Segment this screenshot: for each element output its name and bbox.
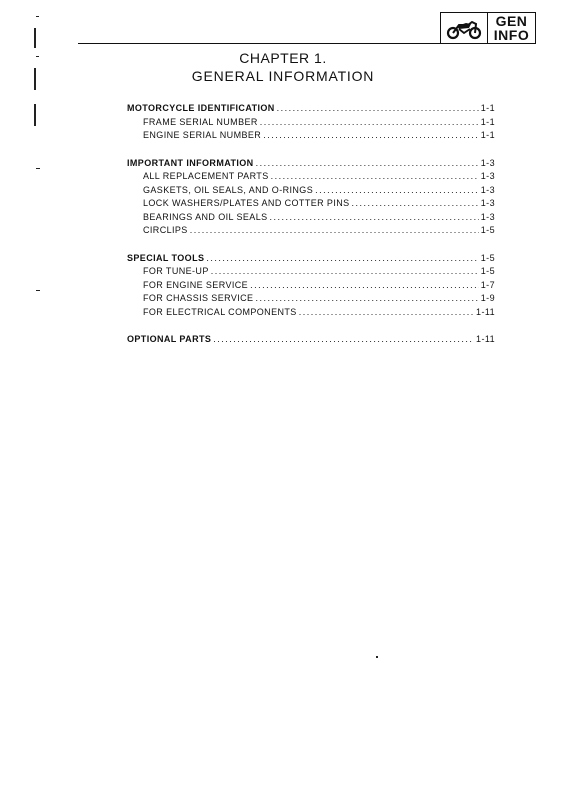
- chapter-title: CHAPTER 1.: [239, 50, 327, 66]
- toc-heading: [127, 158, 495, 172]
- toc-page: 1-1: [480, 116, 495, 127]
- toc-label: ENGINE SERIAL NUMBER: [143, 130, 262, 140]
- section-badge: [440, 12, 536, 44]
- badge-line-2: INFO: [493, 27, 530, 43]
- chapter-subtitle: GENERAL INFORMATION: [191, 68, 375, 84]
- toc-leader: [190, 225, 479, 235]
- toc-leader: [255, 293, 478, 303]
- toc-label: IMPORTANT INFORMATION: [127, 157, 254, 168]
- toc-page: 1-3: [480, 198, 495, 208]
- toc-label: GASKETS, OIL SEALS, AND O-RINGS: [143, 184, 314, 195]
- scan-mark: [34, 104, 36, 126]
- toc-item: [127, 130, 495, 144]
- toc-label: LOCK WASHERS/PLATES AND COTTER PINS: [143, 198, 350, 208]
- toc-page: 1-1: [480, 103, 495, 113]
- toc-page: 1-3: [480, 211, 495, 222]
- toc-page: 1-5: [480, 266, 495, 276]
- motorcycle-icon: [441, 13, 488, 43]
- toc-section: [127, 158, 495, 239]
- toc-label: SPECIAL TOOLS: [127, 252, 205, 263]
- toc-heading: [127, 103, 495, 117]
- toc-label: FOR TUNE-UP: [143, 266, 209, 276]
- toc-item: [127, 293, 495, 307]
- toc-leader: [206, 253, 478, 263]
- toc-page: 1-7: [480, 279, 495, 290]
- table-of-contents: [127, 103, 495, 362]
- toc-label: ALL REPLACEMENT PARTS: [143, 171, 269, 181]
- toc-page: 1-3: [480, 157, 495, 168]
- toc-leader: [277, 103, 479, 113]
- toc-leader: [213, 334, 474, 344]
- toc-item: [127, 198, 495, 212]
- toc-leader: [260, 117, 479, 127]
- scan-mark: [36, 168, 40, 169]
- toc-item: [127, 212, 495, 226]
- toc-leader: [271, 171, 479, 181]
- toc-leader: [256, 158, 479, 168]
- toc-item: [127, 185, 495, 199]
- toc-item: [127, 117, 495, 131]
- toc-section: [127, 334, 495, 348]
- toc-leader: [315, 185, 479, 195]
- toc-page: 1-3: [480, 184, 495, 195]
- toc-page: 1-9: [480, 293, 495, 303]
- toc-label: MOTORCYCLE IDENTIFICATION: [127, 103, 275, 113]
- toc-item: [127, 266, 495, 280]
- scan-mark: [376, 656, 378, 658]
- toc-label: FOR CHASSIS SERVICE: [143, 293, 254, 303]
- toc-page: 1-11: [476, 306, 495, 317]
- toc-page: 1-3: [480, 171, 495, 181]
- toc-leader: [352, 198, 479, 208]
- toc-leader: [250, 280, 479, 290]
- toc-leader: [270, 212, 479, 222]
- toc-item: [127, 225, 495, 239]
- toc-label: BEARINGS AND OIL SEALS: [143, 211, 268, 222]
- toc-heading: [127, 253, 495, 267]
- toc-leader: [299, 307, 474, 317]
- toc-leader: [211, 266, 479, 276]
- scan-mark: [36, 290, 40, 291]
- header-rule: [78, 43, 440, 44]
- scan-mark: [34, 28, 36, 48]
- toc-item: [127, 280, 495, 294]
- toc-page: 1-1: [480, 130, 495, 140]
- toc-label: FOR ELECTRICAL COMPONENTS: [143, 306, 297, 317]
- toc-label: CIRCLIPS: [143, 225, 188, 235]
- toc-page: 1-5: [480, 252, 495, 263]
- toc-page: 1-11: [476, 334, 495, 344]
- toc-section: [127, 103, 495, 144]
- toc-section: [127, 253, 495, 321]
- toc-heading: [127, 334, 495, 348]
- toc-label: OPTIONAL PARTS: [127, 334, 212, 344]
- badge-line-1: GEN: [495, 13, 528, 29]
- toc-item: [127, 307, 495, 321]
- toc-page: 1-5: [480, 225, 495, 235]
- toc-label: FRAME SERIAL NUMBER: [143, 116, 258, 127]
- toc-item: [127, 171, 495, 185]
- toc-leader: [263, 130, 479, 140]
- scan-mark: [36, 16, 39, 17]
- toc-label: FOR ENGINE SERVICE: [143, 279, 249, 290]
